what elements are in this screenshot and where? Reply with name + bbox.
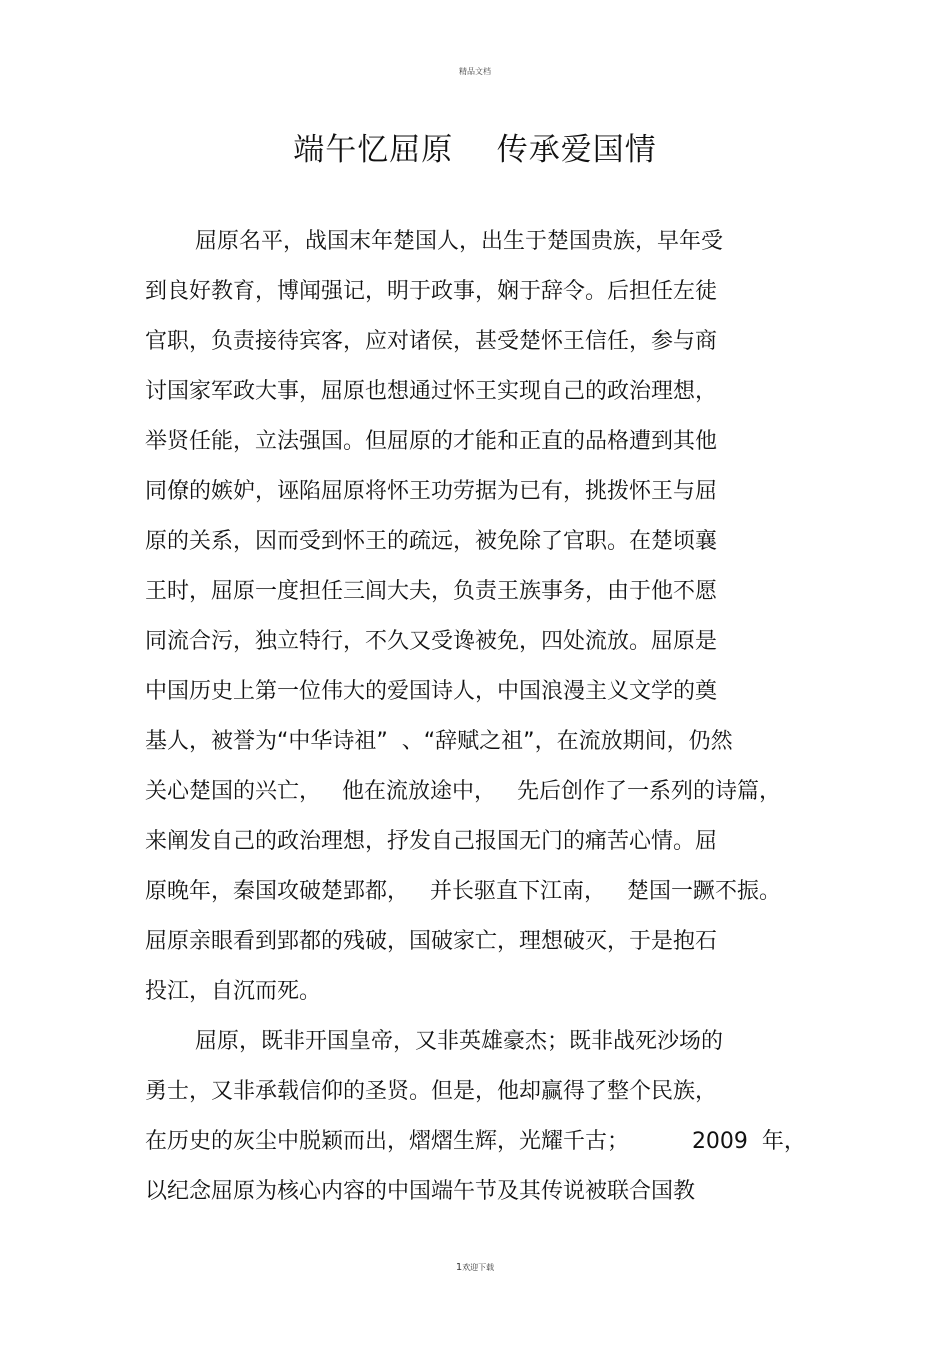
paragraph-line: 来阐发自己的政治理想，抒发自己报国无门的痛苦心情。屈	[145, 829, 718, 854]
paragraph-line: 屈原亲眼看到郢都的残破，国破家亡，理想破灭，于是抱石	[145, 929, 718, 954]
paragraph-line: 原的关系，因而受到怀王的疏远，被免除了官职。在楚顷襄	[145, 529, 718, 554]
document-title: 端午忆屈原 传承爱国情	[293, 132, 657, 168]
paragraph-line: 投江，自沉而死。	[145, 979, 322, 1004]
page-footer	[0, 1262, 950, 1273]
paragraph-line: 勇士，又非承载信仰的圣贤。但是，他却赢得了整个民族，	[145, 1079, 718, 1104]
paragraph-line: 举贤任能，立法强国。但屈原的才能和正直的品格遭到其他	[145, 429, 718, 454]
paragraph-line: 原晚年，秦国攻破楚郢都， 并长驱直下江南， 楚国一蹶不振。	[145, 879, 781, 904]
paragraph-line: 讨国家军政大事，屈原也想通过怀王实现自己的政治理想，	[145, 379, 718, 404]
paragraph-line: 屈原，既非开国皇帝，又非英雄豪杰；既非战死沙场的	[195, 1029, 724, 1054]
paragraph-line: 在历史的灰尘中脱颖而出，熠熠生辉，光耀千古； 2009 年，	[145, 1129, 806, 1154]
header-watermark: 精品文档	[459, 67, 491, 76]
paragraph-line: 屈原名平，战国末年楚国人，出生于楚国贵族，早年受	[195, 229, 724, 254]
paragraph-line: 基人，被誉为“中华诗祖” 、“辞赋之祖”，在流放期间，仍然	[145, 729, 733, 754]
paragraph-line: 王时，屈原一度担任三闾大夫，负责王族事务，由于他不愿	[145, 579, 718, 604]
paragraph-line: 关心楚国的兴亡， 他在流放途中， 先后创作了一系列的诗篇，	[145, 779, 781, 804]
paragraph-line: 同流合污，独立特行，不久又受谗被免，四处流放。屈原是	[145, 629, 718, 654]
footer-text: 欢迎下载	[462, 1263, 495, 1272]
paragraph-line: 到良好教育，博闻强记，明于政事，娴于辞令。后担任左徒	[145, 279, 718, 304]
paragraph-line: 以纪念屈原为核心内容的中国端午节及其传说被联合国教	[145, 1179, 696, 1204]
page-number: 1	[455, 1262, 463, 1273]
paragraph-line: 官职，负责接待宾客，应对诸侯，甚受楚怀王信任，参与商	[145, 329, 718, 354]
paragraph-line: 中国历史上第一位伟大的爱国诗人，中国浪漫主义文学的奠	[145, 679, 718, 704]
paragraph-line: 同僚的嫉妒，诬陷屈原将怀王功劳据为已有，挑拨怀王与屈	[145, 479, 718, 504]
